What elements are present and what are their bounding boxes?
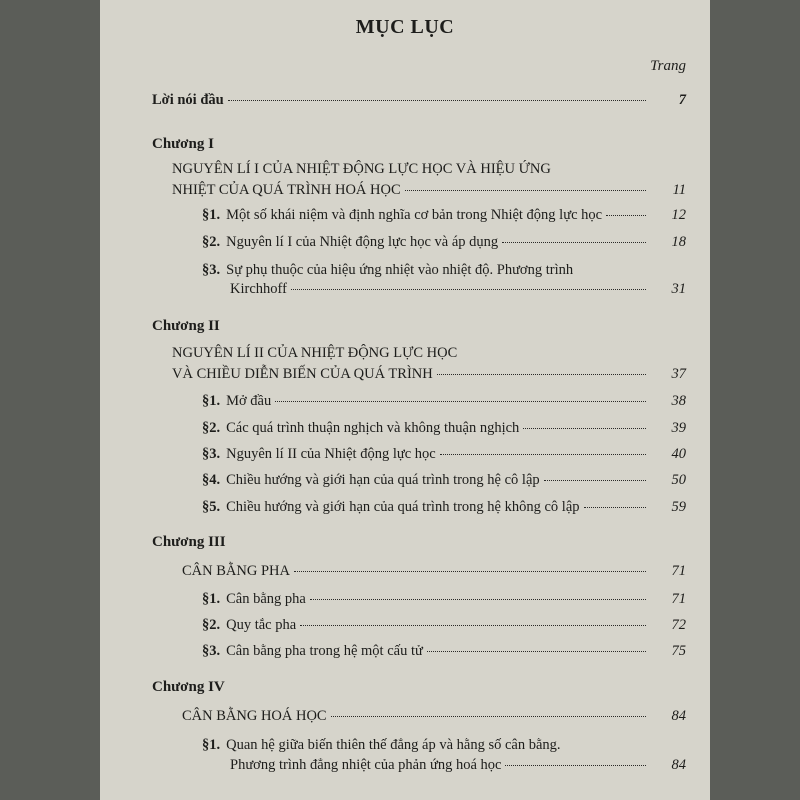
section-title: Mở đầu <box>226 393 272 409</box>
section-title: Một số khái niệm và định nghĩa cơ bản trong Nhiệt động lực học <box>226 207 603 223</box>
chapter-heading-line: NGUYÊN LÍ II CỦA NHIỆT ĐỘNG LỰC HỌC <box>172 345 458 361</box>
toc-entry-section <box>202 591 686 608</box>
toc-entry-section <box>202 420 686 437</box>
toc-entry-section <box>202 643 686 660</box>
leader-dots <box>584 507 646 508</box>
section-number: §1. <box>202 591 221 607</box>
leader-dots <box>523 428 646 429</box>
leader-dots <box>294 571 646 572</box>
leader-dots <box>405 190 646 191</box>
page-number: 40 <box>671 446 686 462</box>
section-title: Các quá trình thuận nghịch và không thuận nghịch <box>226 420 520 436</box>
section-title: Quan hệ giữa biến thiên thế đẳng áp và hằng số cân bằng. <box>226 737 561 753</box>
toc-entry-chapter <box>172 182 686 199</box>
page-number: 18 <box>671 234 686 250</box>
section-title: Phương trình đẳng nhiệt của phản ứng hoá học <box>230 757 502 773</box>
section-title: Nguyên lí II của Nhiệt động lực học <box>226 446 436 462</box>
toc-entry-section-cont <box>230 281 686 298</box>
leader-dots <box>331 716 646 717</box>
chapter-label: Chương I <box>152 136 214 152</box>
preface-label: Lời nói đầu <box>152 92 224 108</box>
toc-entry-preface <box>152 92 686 109</box>
chapter-heading-line: CÂN BẰNG PHA <box>182 563 290 579</box>
section-title: Kirchhoff <box>230 281 287 297</box>
leader-dots <box>544 480 646 481</box>
leader-dots <box>440 454 646 455</box>
chapter-heading-line: VÀ CHIỀU DIỄN BIẾN CỦA QUÁ TRÌNH <box>172 366 433 382</box>
toc-entry-section <box>202 207 686 224</box>
page-number: 71 <box>671 563 686 579</box>
page-number: 84 <box>671 708 686 724</box>
chapter-label: Chương II <box>152 318 220 334</box>
toc-entry-chapter <box>172 366 686 383</box>
toc-entry-chapter <box>182 708 686 725</box>
page-number: 7 <box>678 92 686 108</box>
toc-entry-section <box>202 393 686 410</box>
section-number: §2. <box>202 420 221 436</box>
toc-entry-section <box>202 472 686 489</box>
section-number: §3. <box>202 262 221 278</box>
leader-dots <box>606 215 646 216</box>
leader-dots <box>505 765 646 766</box>
page-number: 50 <box>671 472 686 488</box>
leader-dots <box>300 625 646 626</box>
toc-entry-section-cont <box>230 757 686 774</box>
section-number: §1. <box>202 393 221 409</box>
section-number: §2. <box>202 234 221 250</box>
toc-entry-section-line <box>202 262 573 279</box>
section-number: §3. <box>202 643 221 659</box>
toc-entry-section <box>202 446 686 463</box>
page-number: 37 <box>671 366 686 382</box>
section-number: §4. <box>202 472 221 488</box>
section-number: §1. <box>202 207 221 223</box>
toc-entry-section <box>202 234 686 251</box>
leader-dots <box>228 100 646 101</box>
chapter-label: Chương III <box>152 534 226 550</box>
section-number: §3. <box>202 446 221 462</box>
leader-dots <box>437 374 646 375</box>
chapter-heading-line: NGUYÊN LÍ I CỦA NHIỆT ĐỘNG LỰC HỌC VÀ HIỆU ỨNG <box>172 161 551 177</box>
page-column-header: Trang <box>650 58 686 74</box>
section-number: §1. <box>202 737 221 753</box>
section-title: Sự phụ thuộc của hiệu ứng nhiệt vào nhiệt độ. Phương trình <box>226 262 574 278</box>
page-number: 71 <box>671 591 686 607</box>
chapter-heading-line: CÂN BẰNG HOÁ HỌC <box>182 708 327 724</box>
chapter-heading-line: NHIỆT CỦA QUÁ TRÌNH HOÁ HỌC <box>172 182 401 198</box>
book-page <box>100 0 710 800</box>
page-number: 11 <box>672 182 686 198</box>
section-number: §5. <box>202 499 221 515</box>
section-title: Cân bằng pha trong hệ một cấu tử <box>226 643 423 659</box>
section-title: Cân bằng pha <box>226 591 306 607</box>
toc-entry-section-line <box>202 737 561 754</box>
section-title: Chiều hướng và giới hạn của quá trình trong hệ không cô lập <box>226 499 580 515</box>
section-number: §2. <box>202 617 221 633</box>
leader-dots <box>427 651 646 652</box>
section-title: Nguyên lí I của Nhiệt động lực học và áp dụng <box>226 234 499 250</box>
toc-entry-section <box>202 499 686 516</box>
page-number: 31 <box>671 281 686 297</box>
chapter-label: Chương IV <box>152 679 225 695</box>
leader-dots <box>291 289 646 290</box>
page-number: 84 <box>671 757 686 773</box>
page-number: 39 <box>671 420 686 436</box>
page-number: 59 <box>671 499 686 515</box>
section-title: Chiều hướng và giới hạn của quá trình trong hệ cô lập <box>226 472 540 488</box>
toc-entry-chapter <box>182 563 686 580</box>
page-number: 75 <box>671 643 686 659</box>
page-number: 38 <box>671 393 686 409</box>
leader-dots <box>275 401 646 402</box>
leader-dots <box>502 242 646 243</box>
toc-title: MỤC LỤC <box>355 16 455 38</box>
page-number: 12 <box>671 207 686 223</box>
toc-entry-section <box>202 617 686 634</box>
section-title: Quy tắc pha <box>226 617 297 633</box>
page-number: 72 <box>671 617 686 633</box>
leader-dots <box>310 599 646 600</box>
